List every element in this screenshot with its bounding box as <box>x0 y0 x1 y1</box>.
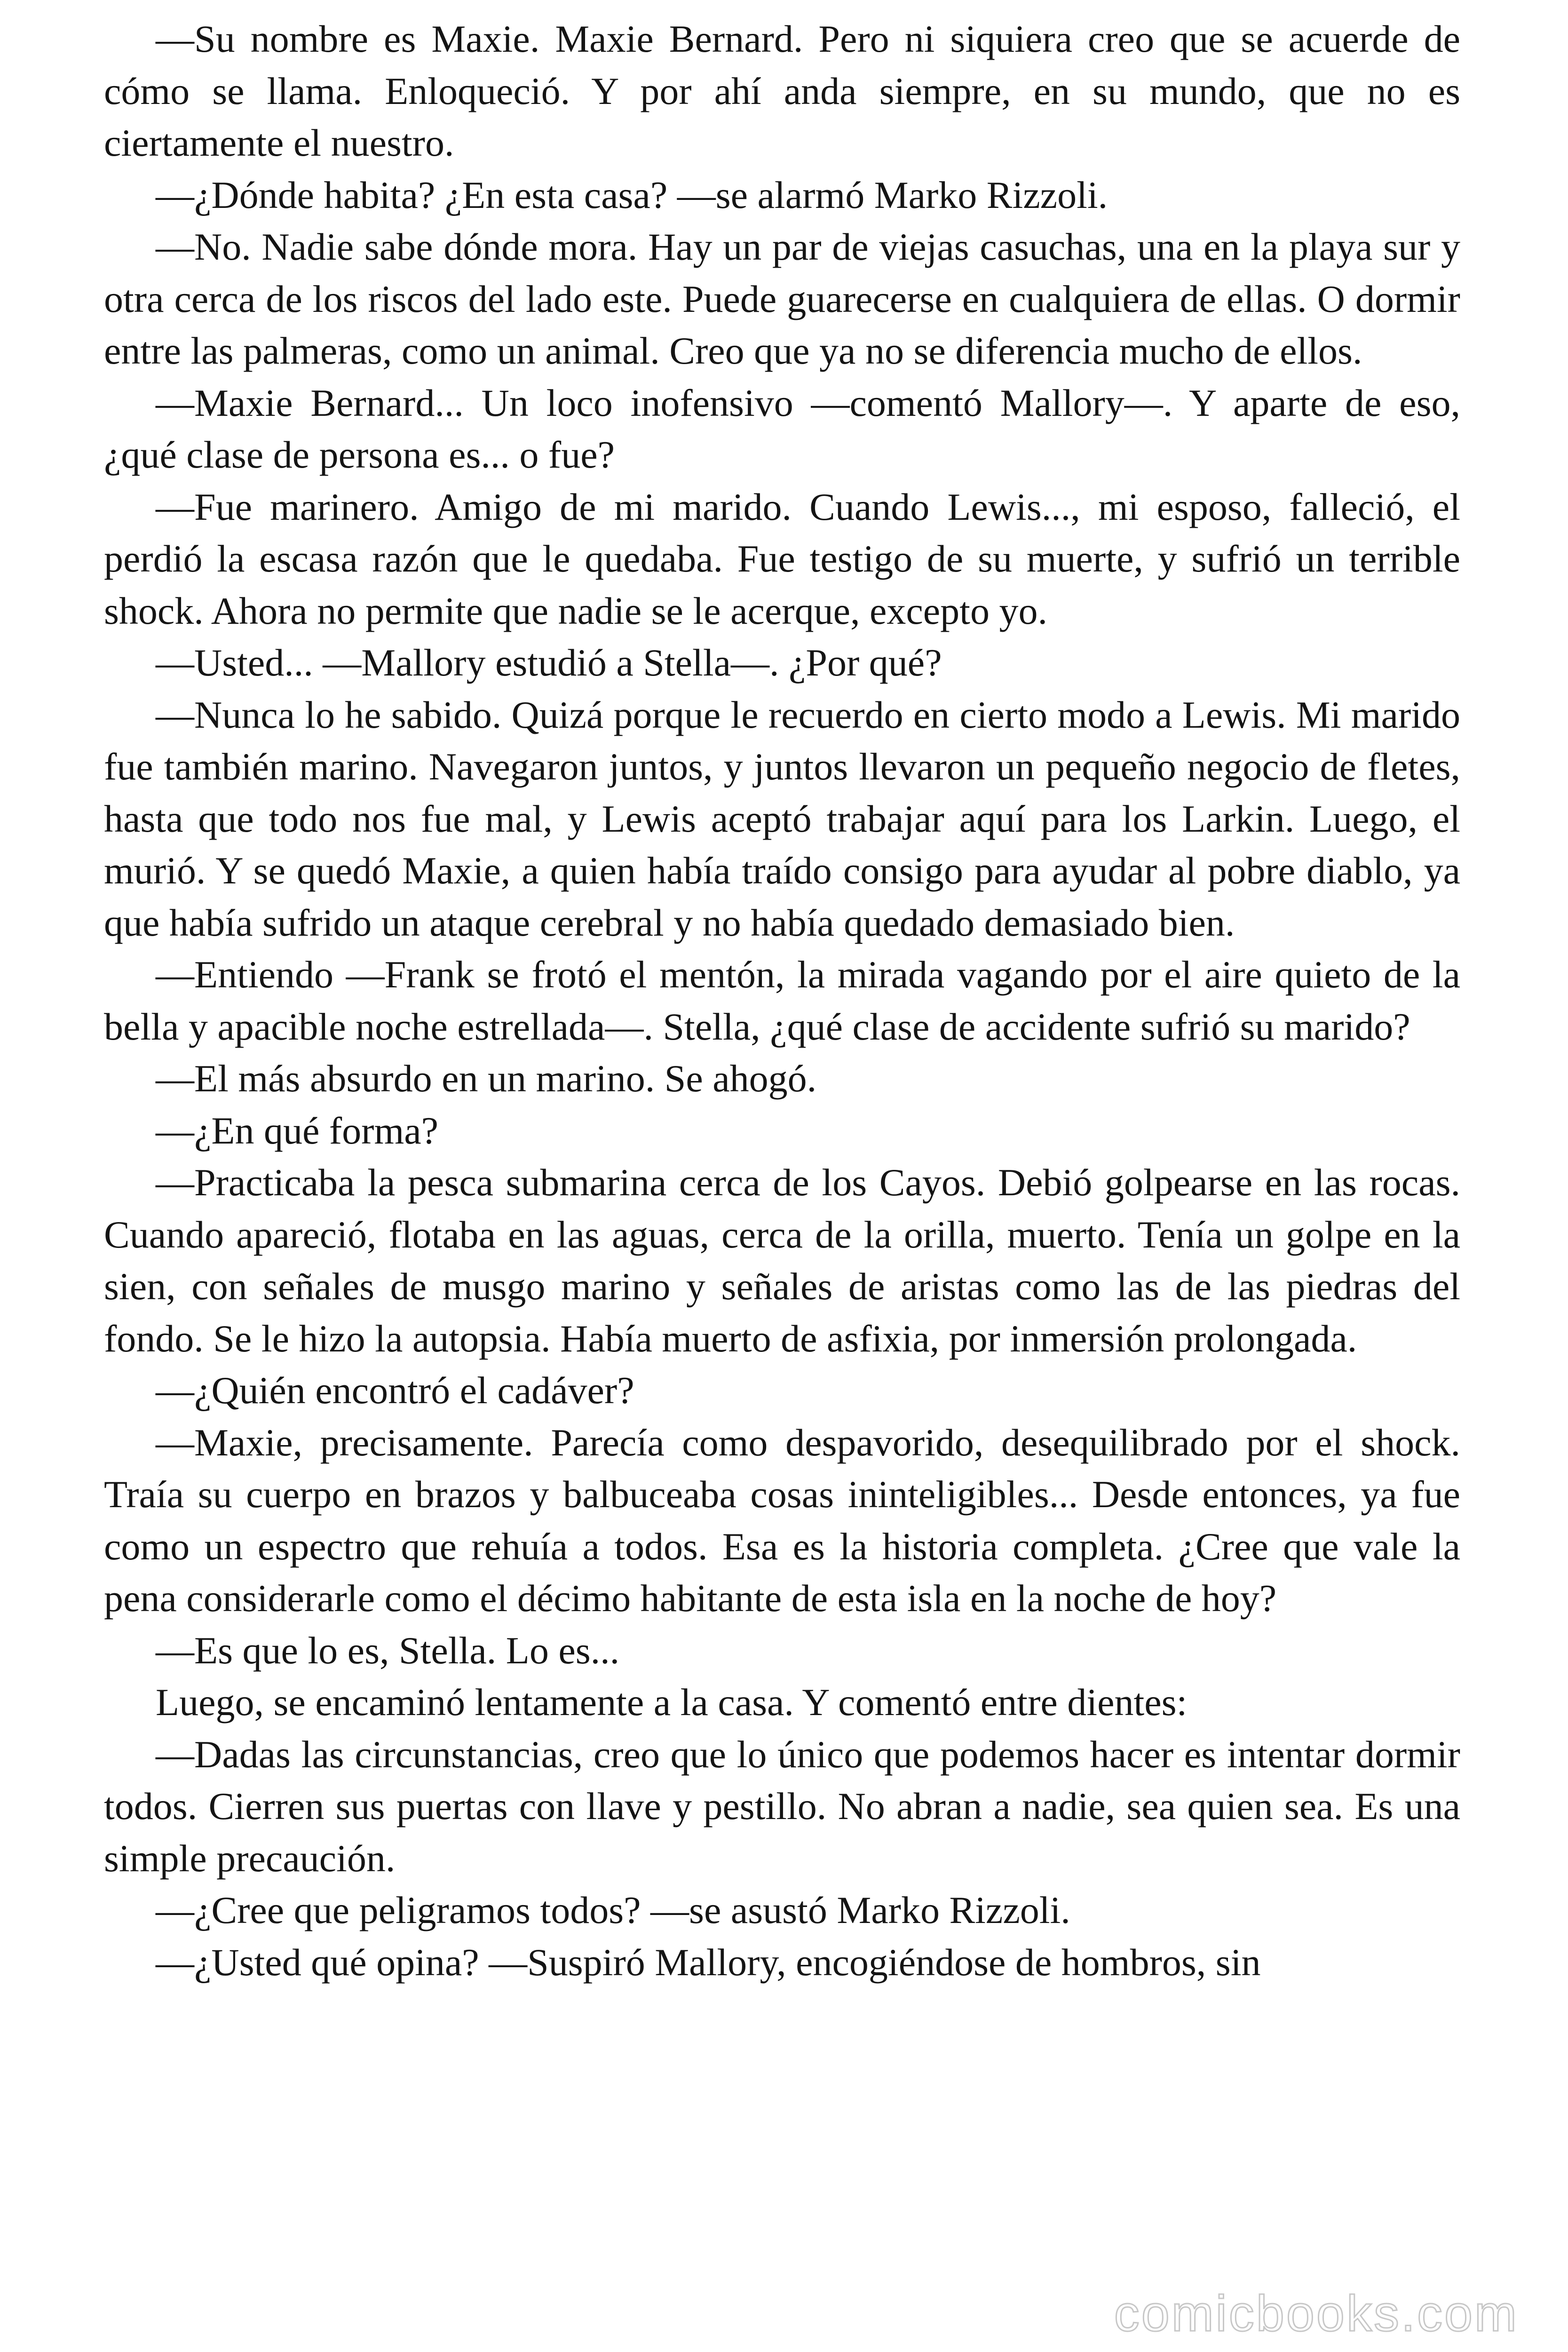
paragraph-7: —Nunca lo he sabido. Quizá porque le recuerdo en cierto modo a Lewis. Mi marido fue también marino. Navegaron juntos, y juntos llevaron un pequeño negocio de fletes, hasta que todo nos fue mal, y Lewis aceptó trabajar aquí para los Larkin. Luego, el murió. Y se quedó Maxie, a quien había traído consigo para ayudar al pobre diablo, ya que había sufrido un ataque cerebral y no había quedado demasiado bien. <box>104 693 1460 944</box>
paragraph-3: —No. Nadie sabe dónde mora. Hay un par de viejas casuchas, una en la playa sur y otra cerca de los riscos del lado este. Puede guarecerse en cualquiera de ellas. O dormir entre las palmeras, como un animal. Creo que ya no se diferencia mucho de ellos. <box>104 225 1460 372</box>
watermark-logo: comicbooks.com <box>1114 2285 1519 2342</box>
paragraph-10: —¿En qué forma? <box>156 1109 439 1152</box>
paragraph-4: —Maxie Bernard... Un loco inofensivo —comentó Mallory—. Y aparte de eso, ¿qué clase de persona es... o fue? <box>104 381 1460 476</box>
paragraph-8: —Entiendo —Frank se frotó el mentón, la mirada vagando por el aire quieto de la bella y apacible noche estrellada—. Stella, ¿qué clase de accidente sufrió su marido? <box>104 953 1460 1048</box>
paragraph-12: —¿Quién encontró el cadáver? <box>156 1369 634 1412</box>
paragraph-17: —¿Cree que peligramos todos? —se asustó Marko Rizzoli. <box>156 1889 1070 1931</box>
paragraph-15: Luego, se encaminó lentamente a la casa. Y comentó entre dientes: <box>156 1681 1188 1724</box>
paragraph-11: —Practicaba la pesca submarina cerca de los Cayos. Debió golpearse en las rocas. Cuando apareció, flotaba en las aguas, cerca de la orilla, muerto. Tenía un golpe en la sien, con señales de musgo marino y señales de aristas como las de las piedras del fondo. Se le hizo la autopsia. Había muerto de asfixia, por inmersión prolongada. <box>104 1161 1460 1360</box>
paragraph-5: —Fue marinero. Amigo de mi marido. Cuando Lewis..., mi esposo, falleció, el perdió la escasa razón que le quedaba. Fue testigo de su muerte, y sufrió un terrible shock. Ahora no permite que nadie se le acerque, excepto yo. <box>104 485 1460 632</box>
paragraph-2: —¿Dónde habita? ¿En esta casa? —se alarmó Marko Rizzoli. <box>156 173 1108 216</box>
paragraph-13: —Maxie, precisamente. Parecía como despavorido, desequilibrado por el shock. Traía su cuerpo en brazos y balbuceaba cosas ininteligibles... Desde entonces, ya fue como un espectro que rehuía a todos. Esa es la historia completa. ¿Cree que vale la pena considerarle como el décimo habitante de esta isla en la noche de hoy? <box>104 1421 1460 1620</box>
paragraph-16: —Dadas las circunstancias, creo que lo único que podemos hacer es intentar dormir todos. Cierren sus puertas con llave y pestillo. No abran a nadie, sea quien sea. Es una simple precaución. <box>104 1732 1460 1880</box>
paragraph-6: —Usted... —Mallory estudió a Stella—. ¿Por qué? <box>156 641 942 684</box>
paragraph-1: —Su nombre es Maxie. Maxie Bernard. Pero ni siquiera creo que se acuerde de cómo se llama. Enloqueció. Y por ahí anda siempre, en su mundo, que no es ciertamente el nuestro. <box>104 17 1460 164</box>
paragraph-14: —Es que lo es, Stella. Lo es... <box>156 1629 620 1672</box>
paragraph-9: —El más absurdo en un marino. Se ahogó. <box>156 1057 817 1100</box>
paragraph-18: —¿Usted qué opina? —Suspiró Mallory, encogiéndose de hombros, sin <box>156 1940 1261 1984</box>
page-text <box>104 13 1460 1988</box>
